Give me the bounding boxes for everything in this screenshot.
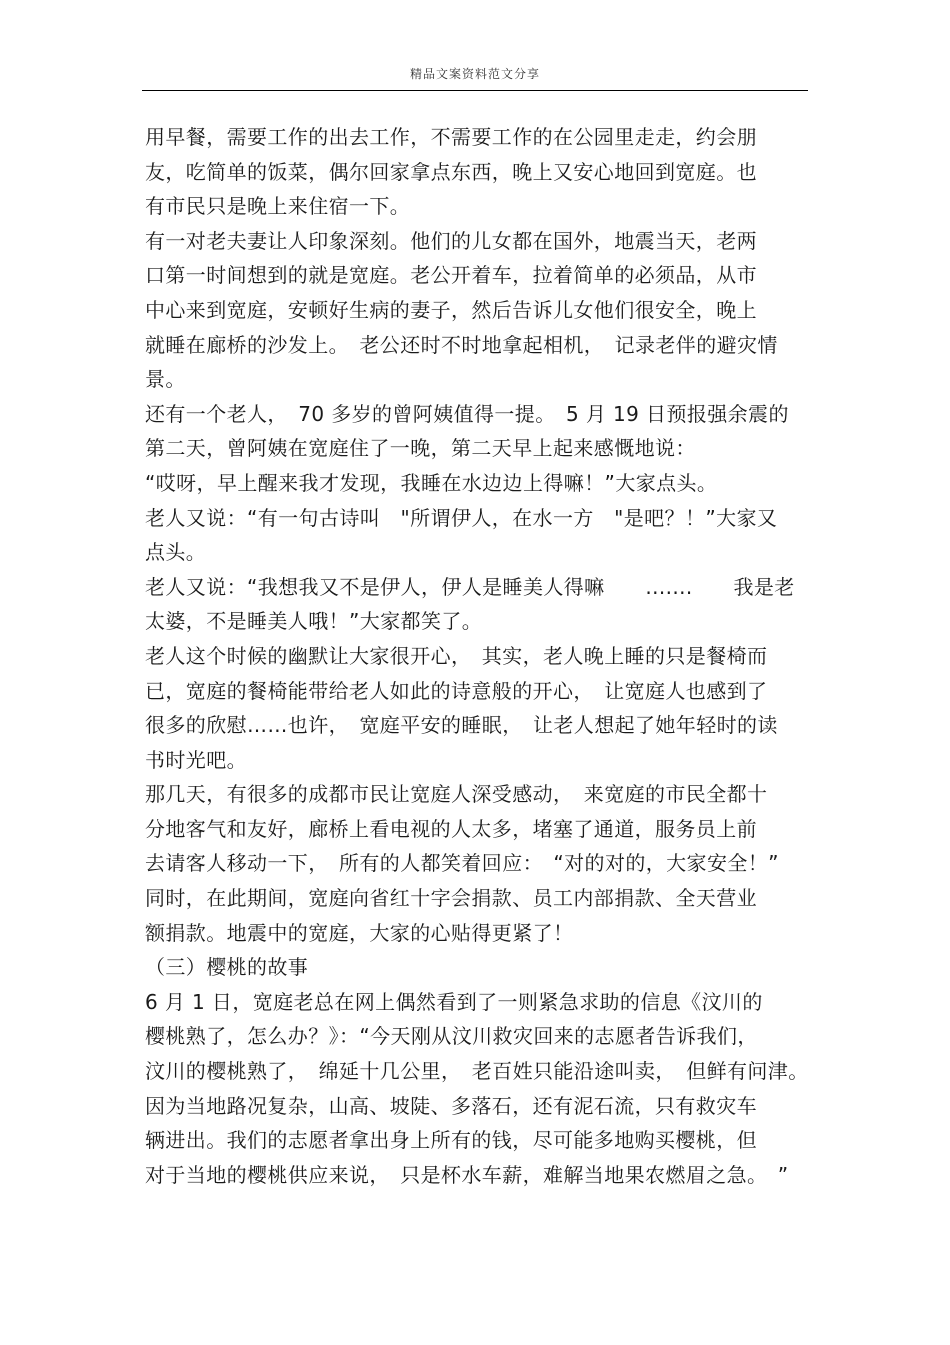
text-line: 用早餐，需要工作的出去工作，不需要工作的在公园里走走，约会朋 [145,125,757,149]
text-line: 友，吃简单的饭菜，偶尔回家拿点东西，晚上又安心地回到宽庭。也 [145,159,757,184]
text-line: 老人又说：“有一句古诗叫 "所谓伊人，在水一方 "是吧？！”大家又 [145,505,778,530]
text-line: 书时光吧。 [145,747,247,772]
text-line: 去请客人移动一下， 所有的人都笑着回应： “对的对的，大家安全！” [145,851,779,876]
text-line: 因为当地路况复杂，山高、坡陡、多落石，还有泥石流，只有救灾车 [145,1093,757,1118]
text-line: 有市民只是晚上来住宿一下。 [145,194,411,219]
text-line: 分地客气和友好，廊桥上看电视的人太多，堵塞了通道，服务员上前 [145,816,757,841]
text-line: 很多的欣慰……也许， 宽庭平安的睡眠， 让老人想起了她年轻时的读 [145,713,778,738]
text-line: 6 月 1 日，宽庭老总在网上偶然看到了一则紧急求助的信息《汶川的 [145,989,763,1014]
text-line: 对于当地的樱桃供应来说， 只是杯水车薪，难解当地果农燃眉之急。 ” [145,1162,789,1187]
text-line: 景。 [145,367,186,392]
text-line: 老人这个时候的幽默让大家很开心， 其实，老人晚上睡的只是餐椅而 [145,643,768,668]
document-body [145,120,809,1192]
text-line: 太婆，不是睡美人哦！”大家都笑了。 [145,609,483,634]
text-line: 辆进出。我们的志愿者拿出身上所有的钱，尽可能多地购买樱桃，但 [145,1128,757,1153]
text-line: 中心来到宽庭，安顿好生病的妻子，然后告诉儿女他们很安全，晚上 [145,297,757,322]
section-heading: （三）樱桃的故事 [145,955,309,980]
text-line: 口第一时间想到的就是宽庭。老公开着车，拉着简单的必须品，从市 [145,263,757,288]
text-line: 已，宽庭的餐椅能带给老人如此的诗意般的开心， 让宽庭人也感到了 [145,678,768,703]
text-line: 有一对老夫妻让人印象深刻。他们的儿女都在国外，地震当天，老两 [145,228,757,253]
text-line: 额捐款。地震中的宽庭，大家的心贴得更紧了！ [145,920,574,945]
header-divider [142,90,808,91]
text-line: 就睡在廊桥的沙发上。 老公还时不时地拿起相机， 记录老伴的避灾情 [145,332,778,357]
text-line: 那几天，有很多的成都市民让宽庭人深受感动， 来宽庭的市民全都十 [145,782,768,807]
text-line: 樱桃熟了，怎么办？》：“今天刚从汶川救灾回来的志愿者告诉我们， [145,1024,758,1049]
text-line: 还有一个老人， 70 多岁的曾阿姨值得一提。 5 月 19 日预报强余震的 [145,401,789,426]
text-line: 点头。 [145,540,207,565]
page-header: 精品文案资料范文分享 [409,67,540,81]
text-line: 第二天，曾阿姨在宽庭住了一晚，第二天早上起来感慨地说： [145,436,696,461]
text-line: “哎呀，早上醒来我才发现，我睡在水边边上得嘛！”大家点头。 [145,470,718,495]
text-line: 汶川的樱桃熟了， 绵延十几公里， 老百姓只能沿途叫卖， 但鲜有问津。 [145,1059,809,1084]
text-line: 同时，在此期间，宽庭向省红十字会捐款、员工内部捐款、全天营业 [145,886,757,911]
text-line: 老人又说：“我想我又不是伊人，伊人是睡美人得嘛 ....... 我是老 [145,574,795,599]
